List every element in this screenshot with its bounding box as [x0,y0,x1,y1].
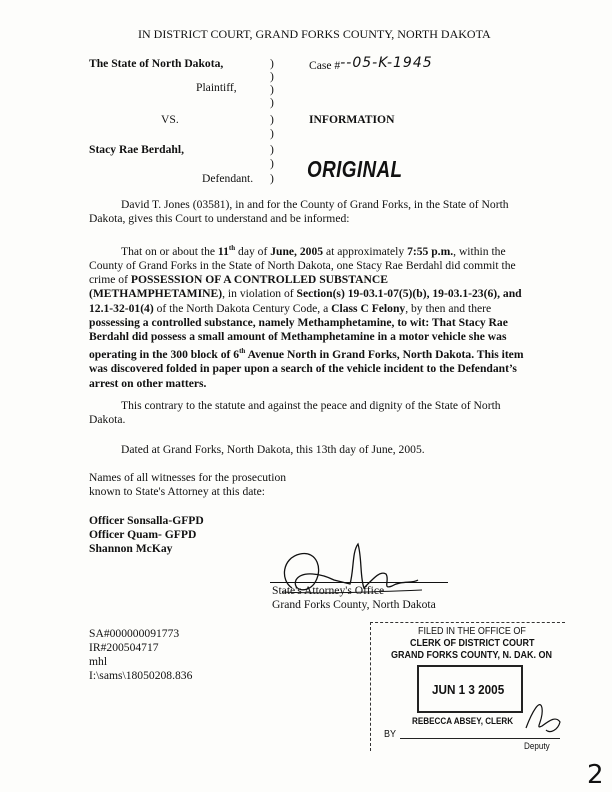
original-stamp: ORIGINAL [307,156,403,182]
signature-county: Grand Forks County, North Dakota [272,598,436,611]
stamp-line-3: GRAND FORKS COUNTY, N. DAK. ON [391,650,553,661]
file-ref-ir: IR#200504717 [89,641,159,654]
file-ref-sa: SA#000000091773 [89,627,180,640]
signature-office: State's Attorney's Office [272,584,385,597]
stamp-date: JUN 1 3 2005 [432,682,505,697]
charge-facts: possessing a controlled substance, namely Methamphetamine, to wit: That Stacy Rae Berdahl did possess a small amount of Methamphetamine in a motor vehicle she was operating in the 300 block of 6th Avenue North in Grand Forks, North Dakota. This item was discovered folded in paper upon a search of the vehicle incident to the Defendant’s arrest on other matters. [89,315,524,390]
witness-1: Officer Sonsalla-GFPD [89,514,204,527]
felony-class: Class C Felony [331,301,406,315]
statute-sections: Section(s) 19-03.1-07(5)(b), 19-03.1-23(6), and 12.1-32-01(4) [89,287,522,315]
stamp-line-1: FILED IN THE OFFICE OF [418,626,526,637]
charge-paragraph: That on or about the 11th day of June, 2005 at approximately 7:55 p.m., within the County of Grand Forks in the State of North Dakota, one Stacy Rae Berdahl did commit the crime of POSSESSION OF A CONTROLLED SUBSTANCE (METHAMPHETAMINE), in violation of Section(s) 19-03.1-07(5)(b), 19-03.1-23(6), and 12.1-32-01(4) of the North Dakota Century Code, a Class C Felony, by then and there possessing a controlled substance, namely Methamphetamine, to wit: That Stacy Rae Berdahl did possess a small amount of Methamphetamine in a motor vehicle she was operating in the 300 block of 6th Avenue North in Grand Forks, North Dakota. This item was discovered folded in paper upon a search of the vehicle incident to the Defendant’s arrest on other matters. [89,244,524,390]
crime-name: POSSESSION OF A CONTROLLED SUBSTANCE (METHAMPHETAMINE) [89,273,388,301]
page-mark: 2 [587,760,605,790]
signature-line [270,582,448,583]
stamp-clerk: REBECCA ABSEY, CLERK [412,716,514,726]
stamp-deputy: Deputy [524,741,550,751]
dated-line: Dated at Grand Forks, North Dakota, this 13th day of June, 2005. [121,443,425,456]
witness-2: Officer Quam- GFPD [89,528,197,541]
file-ref-path: I:\sams\18050208.836 [89,669,193,682]
case-number-label: Case #--05-K-1945 [309,55,433,72]
versus-label: VS. [161,113,179,126]
defendant-name: Stacy Rae Berdahl, [89,143,184,156]
plaintiff-role: Plaintiff, [196,81,237,94]
case-number-handwritten: --05-K-1945 [340,55,433,71]
defendant-role: Defendant. [202,172,254,185]
document-title: INFORMATION [309,113,395,126]
witness-intro: Names of all witnesses for the prosecution known to State's Attorney at this date: [89,471,287,499]
stamp-line-2: CLERK OF DISTRICT COURT [410,638,535,649]
plaintiff-name: The State of North Dakota, [89,57,224,70]
stamp-by: BY [384,729,397,740]
court-header: IN DISTRICT COURT, GRAND FORKS COUNTY, NORTH DAKOTA [138,27,491,41]
witness-3: Shannon McKay [89,542,173,555]
clerk-initials-scribble [520,690,565,740]
intro-paragraph: David T. Jones (03581), in and for the County of Grand Forks, in the State of North Dakota, gives this Court to understand and be informed: [89,198,509,226]
contrary-paragraph: This contrary to the statute and against the peace and dignity of the State of North Dakota. [89,399,501,427]
file-ref-initials: mhl [89,655,108,668]
